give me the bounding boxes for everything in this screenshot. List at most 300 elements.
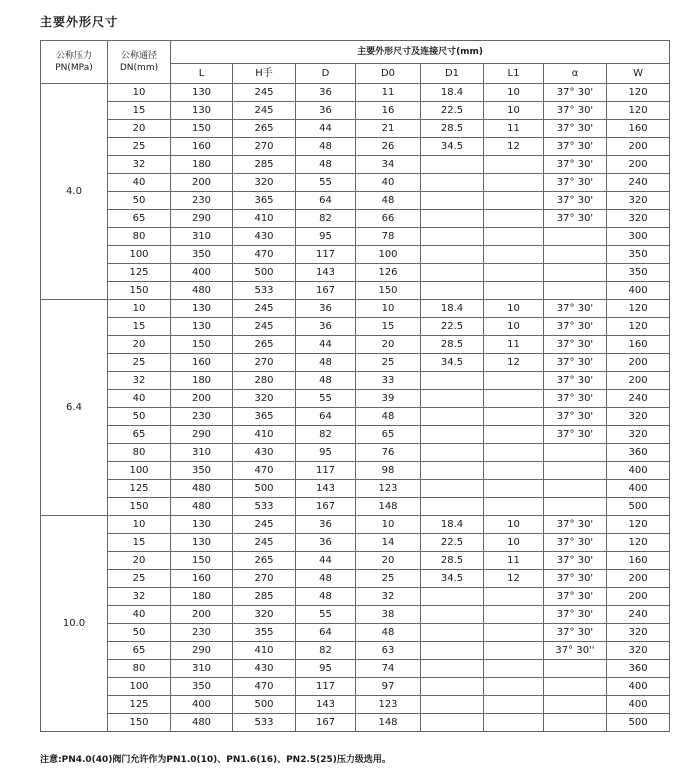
table-cell: 37° 30': [544, 426, 607, 444]
diameter-cell: 20: [108, 120, 171, 138]
table-cell: 200: [171, 390, 233, 408]
table-cell: 37° 30': [544, 138, 607, 156]
table-cell: 200: [607, 156, 670, 174]
table-cell: 100: [356, 246, 421, 264]
table-cell: 34.5: [421, 354, 484, 372]
table-cell: 167: [296, 282, 356, 300]
table-cell: 200: [607, 138, 670, 156]
table-cell: 36: [296, 318, 356, 336]
diameter-cell: 10: [108, 84, 171, 102]
table-cell: 180: [171, 156, 233, 174]
table-row: [41, 282, 670, 300]
table-cell: 37° 30'': [544, 642, 607, 660]
table-cell: 22.5: [421, 318, 484, 336]
table-cell: [421, 192, 484, 210]
table-cell: [484, 696, 544, 714]
table-cell: [484, 228, 544, 246]
header-pressure-line1: 公称压力: [55, 51, 92, 61]
diameter-cell: 40: [108, 390, 171, 408]
table-cell: 97: [356, 678, 421, 696]
table-row: [41, 408, 670, 426]
table-cell: 350: [171, 462, 233, 480]
diameter-cell: 15: [108, 534, 171, 552]
dimensions-table: [40, 40, 670, 732]
pressure-cell: 10.0: [41, 516, 108, 732]
table-cell: 37° 30': [544, 336, 607, 354]
table-cell: 500: [607, 714, 670, 732]
table-cell: 120: [607, 102, 670, 120]
diameter-cell: 150: [108, 714, 171, 732]
table-cell: [421, 498, 484, 516]
table-cell: 36: [296, 102, 356, 120]
table-cell: 48: [296, 138, 356, 156]
table-cell: 143: [296, 480, 356, 498]
table-cell: 10: [484, 516, 544, 534]
table-cell: [421, 714, 484, 732]
diameter-cell: 50: [108, 624, 171, 642]
table-cell: 167: [296, 714, 356, 732]
table-cell: 270: [233, 354, 296, 372]
table-cell: 48: [356, 192, 421, 210]
table-cell: 95: [296, 660, 356, 678]
column-header: W: [607, 64, 670, 84]
diameter-cell: 100: [108, 678, 171, 696]
table-cell: 33: [356, 372, 421, 390]
table-cell: 10: [484, 534, 544, 552]
table-cell: 130: [171, 84, 233, 102]
table-cell: 78: [356, 228, 421, 246]
table-cell: [484, 714, 544, 732]
table-cell: 44: [296, 336, 356, 354]
table-cell: 148: [356, 498, 421, 516]
table-cell: [544, 678, 607, 696]
table-cell: 150: [171, 336, 233, 354]
table-cell: 37° 30': [544, 534, 607, 552]
table-row: [41, 192, 670, 210]
table-cell: 500: [233, 696, 296, 714]
table-row: [41, 624, 670, 642]
table-cell: [484, 444, 544, 462]
table-cell: 16: [356, 102, 421, 120]
table-cell: 148: [356, 714, 421, 732]
table-cell: 40: [356, 174, 421, 192]
table-cell: 400: [607, 678, 670, 696]
table-cell: 160: [171, 354, 233, 372]
table-cell: 48: [356, 408, 421, 426]
table-cell: 410: [233, 426, 296, 444]
table-cell: 38: [356, 606, 421, 624]
table-cell: [421, 210, 484, 228]
table-cell: 36: [296, 534, 356, 552]
table-cell: 410: [233, 210, 296, 228]
table-cell: 285: [233, 588, 296, 606]
table-row: [41, 714, 670, 732]
table-row: [41, 174, 670, 192]
table-cell: 48: [296, 372, 356, 390]
table-row: [41, 156, 670, 174]
diameter-cell: 100: [108, 246, 171, 264]
table-cell: [484, 156, 544, 174]
table-cell: 120: [607, 318, 670, 336]
table-cell: [421, 480, 484, 498]
table-cell: 500: [607, 498, 670, 516]
table-cell: 123: [356, 480, 421, 498]
table-row: [41, 390, 670, 408]
table-row: [41, 120, 670, 138]
table-cell: 265: [233, 120, 296, 138]
table-cell: 123: [356, 696, 421, 714]
table-cell: 180: [171, 588, 233, 606]
table-cell: 270: [233, 138, 296, 156]
table-cell: [484, 606, 544, 624]
pressure-cell: 6.4: [41, 300, 108, 516]
table-cell: 500: [233, 264, 296, 282]
table-cell: 290: [171, 642, 233, 660]
table-cell: [421, 408, 484, 426]
table-cell: 32: [356, 588, 421, 606]
diameter-cell: 15: [108, 318, 171, 336]
table-cell: 320: [233, 390, 296, 408]
diameter-cell: 32: [108, 372, 171, 390]
table-cell: 350: [171, 678, 233, 696]
table-cell: 430: [233, 660, 296, 678]
table-cell: 320: [607, 642, 670, 660]
table-cell: 10: [484, 318, 544, 336]
table-cell: 160: [607, 336, 670, 354]
table-cell: [484, 282, 544, 300]
table-cell: 290: [171, 426, 233, 444]
table-row: [41, 300, 670, 318]
diameter-cell: 32: [108, 588, 171, 606]
table-cell: 470: [233, 246, 296, 264]
table-cell: 285: [233, 156, 296, 174]
table-cell: [421, 606, 484, 624]
table-cell: 150: [171, 552, 233, 570]
table-cell: 74: [356, 660, 421, 678]
table-cell: 82: [296, 210, 356, 228]
table-cell: 12: [484, 354, 544, 372]
table-cell: 10: [484, 84, 544, 102]
table-cell: [484, 372, 544, 390]
table-cell: 400: [171, 264, 233, 282]
table-row: [41, 246, 670, 264]
table-cell: 37° 30': [544, 516, 607, 534]
table-row: [41, 372, 670, 390]
table-cell: [484, 498, 544, 516]
table-cell: 126: [356, 264, 421, 282]
table-cell: 180: [171, 372, 233, 390]
table-row: [41, 138, 670, 156]
table-cell: 55: [296, 390, 356, 408]
column-header: D: [296, 64, 356, 84]
table-cell: 310: [171, 228, 233, 246]
table-cell: 55: [296, 174, 356, 192]
diameter-cell: 15: [108, 102, 171, 120]
table-cell: 10: [484, 300, 544, 318]
table-cell: 37° 30': [544, 372, 607, 390]
table-cell: 143: [296, 264, 356, 282]
table-cell: 37° 30': [544, 408, 607, 426]
table-cell: 365: [233, 192, 296, 210]
table-cell: [484, 174, 544, 192]
table-cell: 12: [484, 570, 544, 588]
header-diameter-line2: DN(mm): [119, 63, 159, 73]
table-cell: [421, 156, 484, 174]
table-cell: 350: [607, 246, 670, 264]
diameter-cell: 50: [108, 408, 171, 426]
table-cell: [421, 174, 484, 192]
table-cell: 64: [296, 624, 356, 642]
table-cell: 130: [171, 516, 233, 534]
diameter-cell: 65: [108, 642, 171, 660]
diameter-cell: 32: [108, 156, 171, 174]
table-row: [41, 696, 670, 714]
table-cell: [484, 678, 544, 696]
table-cell: 160: [171, 138, 233, 156]
table-cell: 360: [607, 444, 670, 462]
diameter-cell: 100: [108, 462, 171, 480]
table-row: [41, 498, 670, 516]
page-title: 主要外形尺寸: [40, 15, 119, 29]
table-cell: [421, 426, 484, 444]
table-cell: 36: [296, 516, 356, 534]
table-cell: 240: [607, 606, 670, 624]
diameter-cell: 80: [108, 444, 171, 462]
table-cell: 76: [356, 444, 421, 462]
table-cell: [544, 462, 607, 480]
table-cell: 21: [356, 120, 421, 138]
diameter-cell: 65: [108, 210, 171, 228]
table-cell: 36: [296, 300, 356, 318]
table-cell: [421, 444, 484, 462]
table-cell: 26: [356, 138, 421, 156]
table-cell: 12: [484, 138, 544, 156]
table-row: [41, 570, 670, 588]
table-row: [41, 354, 670, 372]
table-cell: 265: [233, 336, 296, 354]
table-cell: [484, 390, 544, 408]
diameter-cell: 20: [108, 336, 171, 354]
table-cell: 400: [607, 696, 670, 714]
table-cell: 37° 30': [544, 102, 607, 120]
table-cell: 22.5: [421, 534, 484, 552]
table-cell: [421, 246, 484, 264]
table-cell: 55: [296, 606, 356, 624]
diameter-cell: 10: [108, 300, 171, 318]
table-row: [41, 102, 670, 120]
table-cell: 18.4: [421, 84, 484, 102]
diameter-cell: 40: [108, 606, 171, 624]
table-cell: 15: [356, 318, 421, 336]
table-cell: 480: [171, 714, 233, 732]
table-cell: [421, 696, 484, 714]
table-cell: 117: [296, 246, 356, 264]
table-cell: 533: [233, 498, 296, 516]
table-cell: 25: [356, 354, 421, 372]
table-cell: 230: [171, 624, 233, 642]
table-cell: 20: [356, 552, 421, 570]
table-cell: 63: [356, 642, 421, 660]
diameter-cell: 20: [108, 552, 171, 570]
diameter-cell: 40: [108, 174, 171, 192]
table-cell: 200: [607, 372, 670, 390]
table-cell: 117: [296, 678, 356, 696]
table-row: [41, 210, 670, 228]
table-cell: 533: [233, 714, 296, 732]
table-cell: 120: [607, 534, 670, 552]
table-cell: 64: [296, 408, 356, 426]
table-header: [41, 41, 670, 84]
table-cell: [544, 660, 607, 678]
diameter-cell: 10: [108, 516, 171, 534]
table-cell: 320: [607, 426, 670, 444]
table-cell: 245: [233, 84, 296, 102]
table-cell: 350: [171, 246, 233, 264]
table-cell: 470: [233, 678, 296, 696]
table-cell: 200: [171, 606, 233, 624]
table-cell: 28.5: [421, 552, 484, 570]
table-cell: 245: [233, 534, 296, 552]
table-cell: 37° 30': [544, 156, 607, 174]
table-cell: [421, 462, 484, 480]
diameter-cell: 25: [108, 354, 171, 372]
table-cell: [484, 480, 544, 498]
table-cell: 500: [233, 480, 296, 498]
column-header: L: [171, 64, 233, 84]
header-pressure: [41, 41, 108, 84]
table-cell: 410: [233, 642, 296, 660]
table-cell: 200: [607, 588, 670, 606]
table-cell: [421, 282, 484, 300]
diameter-cell: 125: [108, 696, 171, 714]
table-cell: [544, 228, 607, 246]
table-row: [41, 606, 670, 624]
header-diameter-line1: 公称通径: [120, 51, 157, 61]
table-cell: 290: [171, 210, 233, 228]
table-cell: 160: [607, 120, 670, 138]
table-row: [41, 678, 670, 696]
table-row: [41, 318, 670, 336]
column-header: α: [544, 64, 607, 84]
table-cell: 200: [607, 570, 670, 588]
table-cell: 48: [296, 156, 356, 174]
table-cell: [484, 192, 544, 210]
header-pressure-line2: PN(MPa): [55, 63, 93, 73]
table-cell: [544, 246, 607, 264]
diameter-cell: 65: [108, 426, 171, 444]
table-cell: 355: [233, 624, 296, 642]
table-cell: 270: [233, 570, 296, 588]
table-cell: 95: [296, 444, 356, 462]
table-cell: [544, 714, 607, 732]
table-cell: 150: [171, 120, 233, 138]
table-row: [41, 642, 670, 660]
table-cell: 66: [356, 210, 421, 228]
diameter-cell: 25: [108, 138, 171, 156]
table-cell: 37° 30': [544, 318, 607, 336]
table-cell: [421, 624, 484, 642]
column-header: L1: [484, 64, 544, 84]
table-cell: 130: [171, 300, 233, 318]
diameter-cell: 125: [108, 480, 171, 498]
table-cell: 48: [296, 570, 356, 588]
table-cell: 48: [356, 624, 421, 642]
table-row: [41, 516, 670, 534]
table-cell: 320: [607, 192, 670, 210]
table-cell: 20: [356, 336, 421, 354]
diameter-cell: 80: [108, 228, 171, 246]
table-cell: 280: [233, 372, 296, 390]
table-cell: 300: [607, 228, 670, 246]
header-diameter: [108, 41, 171, 84]
table-cell: 240: [607, 390, 670, 408]
table-cell: 95: [296, 228, 356, 246]
table-cell: 160: [171, 570, 233, 588]
table-row: [41, 84, 670, 102]
table-cell: 480: [171, 480, 233, 498]
table-row: [41, 426, 670, 444]
table-cell: [421, 228, 484, 246]
table-cell: [544, 480, 607, 498]
table-cell: [421, 264, 484, 282]
table-row: [41, 462, 670, 480]
diameter-cell: 125: [108, 264, 171, 282]
table-cell: 64: [296, 192, 356, 210]
diameter-cell: 80: [108, 660, 171, 678]
table-cell: 230: [171, 408, 233, 426]
table-cell: [421, 372, 484, 390]
footnote: 注意:PN4.0(40)阀门允许作为PN1.0(10)、PN1.6(16)、PN2.5(25)压力级选用。: [40, 755, 391, 765]
diameter-cell: 25: [108, 570, 171, 588]
table-row: [41, 336, 670, 354]
table-cell: 48: [296, 588, 356, 606]
table-cell: [484, 426, 544, 444]
column-header: H手: [233, 64, 296, 84]
table-cell: 22.5: [421, 102, 484, 120]
table-cell: 160: [607, 552, 670, 570]
table-cell: 65: [356, 426, 421, 444]
table-cell: 39: [356, 390, 421, 408]
table-cell: 44: [296, 552, 356, 570]
table-cell: 25: [356, 570, 421, 588]
table-cell: [484, 642, 544, 660]
table-cell: 360: [607, 660, 670, 678]
table-row: [41, 444, 670, 462]
table-cell: 11: [356, 84, 421, 102]
table-cell: [484, 246, 544, 264]
table-cell: 480: [171, 282, 233, 300]
table-cell: 37° 30': [544, 552, 607, 570]
table-cell: [484, 624, 544, 642]
table-cell: 400: [607, 462, 670, 480]
table-cell: 37° 30': [544, 624, 607, 642]
table-cell: 37° 30': [544, 300, 607, 318]
table-cell: 143: [296, 696, 356, 714]
diameter-cell: 150: [108, 498, 171, 516]
table-cell: 37° 30': [544, 84, 607, 102]
table-cell: [544, 444, 607, 462]
table-cell: 167: [296, 498, 356, 516]
table-cell: [484, 408, 544, 426]
table-cell: 320: [607, 210, 670, 228]
table-cell: 130: [171, 318, 233, 336]
table-cell: 14: [356, 534, 421, 552]
table-cell: 18.4: [421, 300, 484, 318]
table-cell: 245: [233, 102, 296, 120]
table-cell: 37° 30': [544, 192, 607, 210]
table-cell: [421, 588, 484, 606]
table-cell: 310: [171, 444, 233, 462]
